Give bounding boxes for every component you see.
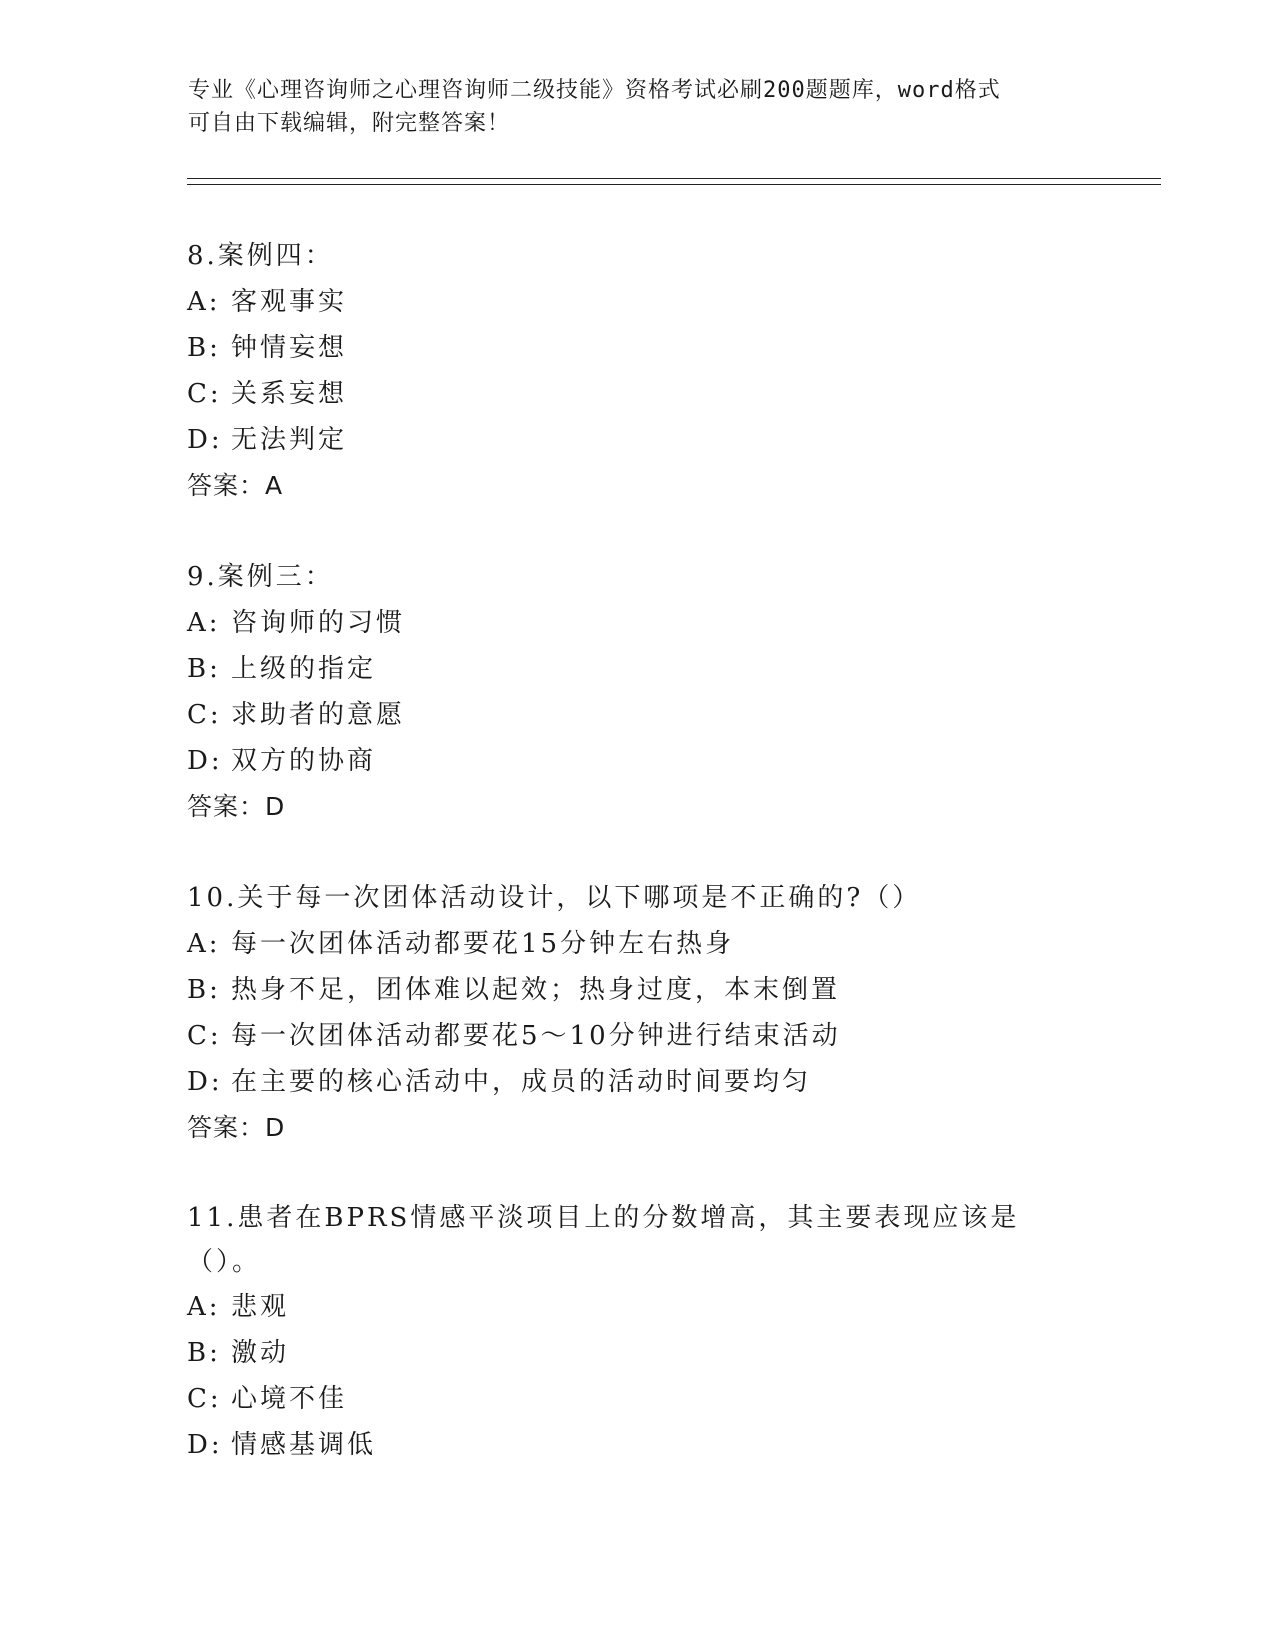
option-c <box>187 1013 1147 1059</box>
header-line-1: 专业《心理咨询师之心理咨询师二级技能》资格考试必刷200题题库，word格式 <box>188 78 1001 103</box>
option-d <box>187 738 1147 784</box>
document-header <box>188 74 1068 140</box>
question-11 <box>187 1196 1147 1468</box>
option-key: B: <box>187 333 221 363</box>
option-a <box>187 1284 1147 1330</box>
option-text: 关系妄想 <box>231 379 348 409</box>
option-text: 在主要的核心活动中，成员的活动时间要均匀 <box>231 1067 812 1097</box>
option-key: C: <box>187 379 222 409</box>
question-9 <box>187 554 1147 830</box>
answer-line: 答案：D <box>187 1113 286 1142</box>
option-key: B: <box>187 1338 221 1368</box>
option-d <box>187 1059 1147 1105</box>
question-title: 10.关于每一次团体活动设计，以下哪项是不正确的?（） <box>187 883 922 913</box>
option-key: B: <box>187 654 221 684</box>
option-key: A: <box>187 1292 221 1322</box>
option-text: 悲观 <box>231 1292 290 1322</box>
question-title: 11.患者在BPRS情感平淡项目上的分数增高，其主要表现应该是（）。 <box>187 1203 1020 1277</box>
option-c <box>187 692 1147 738</box>
answer-line: 答案：A <box>187 471 284 500</box>
option-key: C: <box>187 1021 222 1051</box>
option-key: D: <box>187 1067 223 1097</box>
option-text: 每一次团体活动都要花5～10分钟进行结束活动 <box>231 1021 841 1051</box>
option-b <box>187 325 1147 371</box>
option-text: 客观事实 <box>231 287 348 317</box>
question-10 <box>187 875 1147 1151</box>
option-key: D: <box>187 746 223 776</box>
question-title: 8.案例四： <box>187 241 334 271</box>
option-b <box>187 646 1147 692</box>
option-text: 情感基调低 <box>231 1430 377 1460</box>
option-text: 无法判定 <box>231 425 348 455</box>
option-d <box>187 1422 1147 1468</box>
option-key: A: <box>187 929 221 959</box>
header-divider-top <box>187 178 1161 179</box>
option-key: B: <box>187 975 221 1005</box>
option-text: 热身不足，团体难以起效；热身过度，本末倒置 <box>231 975 841 1005</box>
option-key: D: <box>187 1430 223 1460</box>
option-a <box>187 279 1147 325</box>
header-line-2: 可自由下载编辑，附完整答案！ <box>188 111 511 136</box>
option-b <box>187 967 1147 1013</box>
option-key: C: <box>187 700 222 730</box>
option-text: 激动 <box>231 1338 290 1368</box>
option-key: C: <box>187 1384 222 1414</box>
option-key: A: <box>187 287 221 317</box>
option-a <box>187 921 1147 967</box>
header-divider-bottom <box>187 184 1161 185</box>
answer-line: 答案：D <box>187 792 286 821</box>
option-text: 心境不佳 <box>231 1384 348 1414</box>
option-text: 钟情妄想 <box>231 333 348 363</box>
option-text: 上级的指定 <box>231 654 377 684</box>
question-list <box>187 233 1147 1513</box>
option-key: A: <box>187 608 221 638</box>
option-key: D: <box>187 425 223 455</box>
option-text: 双方的协商 <box>231 746 377 776</box>
option-b <box>187 1330 1147 1376</box>
question-title: 9.案例三： <box>187 562 334 592</box>
option-d <box>187 417 1147 463</box>
option-text: 求助者的意愿 <box>231 700 406 730</box>
option-c <box>187 1376 1147 1422</box>
option-c <box>187 371 1147 417</box>
option-text: 咨询师的习惯 <box>231 608 406 638</box>
option-a <box>187 600 1147 646</box>
option-text: 每一次团体活动都要花15分钟左右热身 <box>231 929 735 959</box>
question-8 <box>187 233 1147 509</box>
